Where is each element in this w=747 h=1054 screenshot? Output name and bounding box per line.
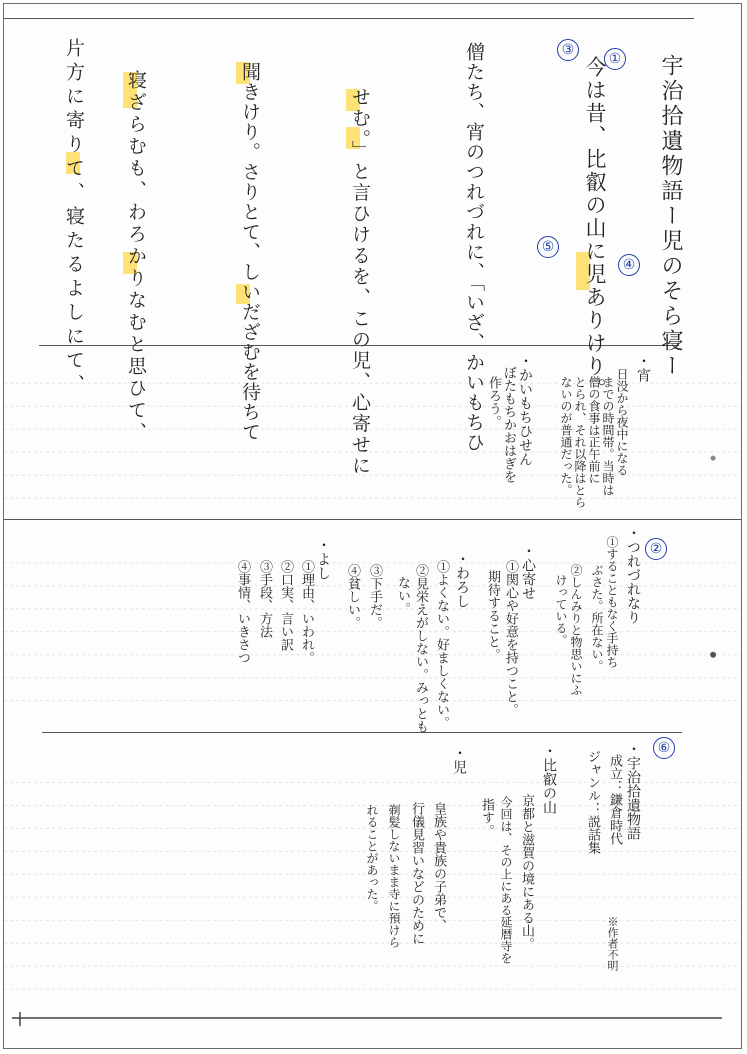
main-text-line-3: せむ。」と言ひけるを、この児、心寄せに bbox=[349, 87, 371, 477]
main-text-line-1: 今は昔、比叡の山に児ありけり。 bbox=[583, 56, 607, 401]
note-yoi-line-1: 日没から夜中になる bbox=[615, 368, 629, 476]
note-waro-line-3: ない。 bbox=[395, 576, 410, 615]
circled-marker-4: ④ bbox=[618, 254, 640, 276]
note-yoshi-line-2: ②口実、言い訳 bbox=[278, 560, 293, 651]
note-yoshi-line-1: ①理由、いわれ。 bbox=[299, 560, 314, 664]
note-koko-line-2: 期待すること。 bbox=[485, 570, 500, 661]
note-yoshi-line-3: ③手段、方法 bbox=[257, 560, 272, 638]
note-tsure-heading: ・つれづれなり bbox=[625, 526, 641, 624]
note-tsure-line-1: ①することもなく手持ち bbox=[605, 536, 619, 668]
note-yoi-line-2: までの時間帯。当時は bbox=[601, 376, 615, 496]
note-waro-line-5: ④貧しい。 bbox=[345, 564, 360, 629]
top-rule bbox=[4, 18, 694, 19]
circled-marker-6: ⑥ bbox=[653, 737, 675, 759]
note-waro-heading: ・わろし bbox=[454, 552, 470, 608]
note-chigo-heading: ・児 bbox=[451, 746, 467, 774]
circled-marker-3: ③ bbox=[557, 39, 579, 61]
notebook-page bbox=[3, 3, 742, 1049]
note-hiei-line-1: 京都と滋賀の境にある山。 bbox=[519, 794, 534, 950]
note-tsure-line-2: ぶさた。所在ない。 bbox=[590, 564, 604, 672]
note-yoshi-heading: ・よし bbox=[315, 538, 331, 580]
note-koko-heading: ・心寄せ bbox=[520, 544, 536, 600]
note-kai-heading: ・かいもちひせん bbox=[517, 354, 533, 466]
circled-marker-1: ① bbox=[604, 48, 626, 70]
note-chigo-line-2: 行儀見習いなどのために bbox=[409, 802, 424, 945]
note-uji-heading: ・宇治拾遺物語 bbox=[625, 742, 641, 840]
note-waro-line-2: ②見栄えがしない。みっとも bbox=[413, 564, 428, 733]
section-divider-3 bbox=[42, 732, 682, 733]
note-waro-line-4: ③下手だ。 bbox=[367, 564, 382, 629]
note-koko-line-1: ①関心や好意を持つこと。 bbox=[503, 560, 518, 716]
note-yoshi-line-4: ④事情、いきさつ bbox=[235, 560, 250, 664]
section-divider-2 bbox=[4, 519, 741, 520]
note-hiei-heading: ・比叡の山 bbox=[541, 744, 557, 814]
main-text-line-6: 片方に寄りて、寝たるよしにて、 bbox=[63, 38, 85, 398]
circled-marker-2: ② bbox=[645, 538, 667, 560]
note-yoi-line-3: 僧の食事は正午前に bbox=[587, 376, 601, 484]
note-hiei-line-2: 今回は、その上にある延暦寺を bbox=[499, 796, 513, 964]
note-yoi-line-4: とられ、それ以降はとら bbox=[573, 376, 587, 508]
note-kai-line-1: ぼたもちかおはぎを bbox=[501, 366, 516, 483]
note-chigo-line-1: 皇族や貴族の子弟で、 bbox=[431, 802, 446, 932]
note-uji-line-2: ジャンル：説話集 bbox=[585, 750, 600, 854]
circled-marker-5: ⑤ bbox=[537, 236, 559, 258]
note-uji-line-1: 成立：鎌倉時代 bbox=[607, 754, 622, 845]
note-tsure-line-3: ②しんみりと物思いにふ bbox=[569, 564, 583, 696]
note-chigo-line-3: 剃髪しないまま寺に預けら bbox=[387, 804, 401, 948]
note-chigo-line-4: れることがあった。 bbox=[365, 804, 379, 912]
page-title: 宇治拾遺物語ー児のそら寝ー bbox=[658, 54, 683, 379]
note-kai-line-2: 作ろう。 bbox=[486, 376, 501, 428]
note-yoi-heading: ・宵 bbox=[635, 354, 651, 382]
note-uji-line-3: ※作者不明 bbox=[606, 916, 619, 971]
note-waro-line-1: ①よくない。好ましくない。 bbox=[434, 560, 449, 729]
note-tsure-line-4: けっている。 bbox=[554, 574, 568, 646]
note-yoi-line-5: ないのが普通だった。 bbox=[559, 376, 573, 496]
main-text-line-2: 僧たち、宵のつれづれに、「いざ、かいもちひ bbox=[463, 42, 485, 453]
main-text-line-4: 聞きけり。さりとて、しいだざむを待ちて bbox=[239, 62, 261, 442]
main-text-line-5: 寝ざらむも、わろかりなむと思ひて、 bbox=[125, 70, 147, 444]
note-hiei-line-3: 指す。 bbox=[479, 798, 494, 837]
